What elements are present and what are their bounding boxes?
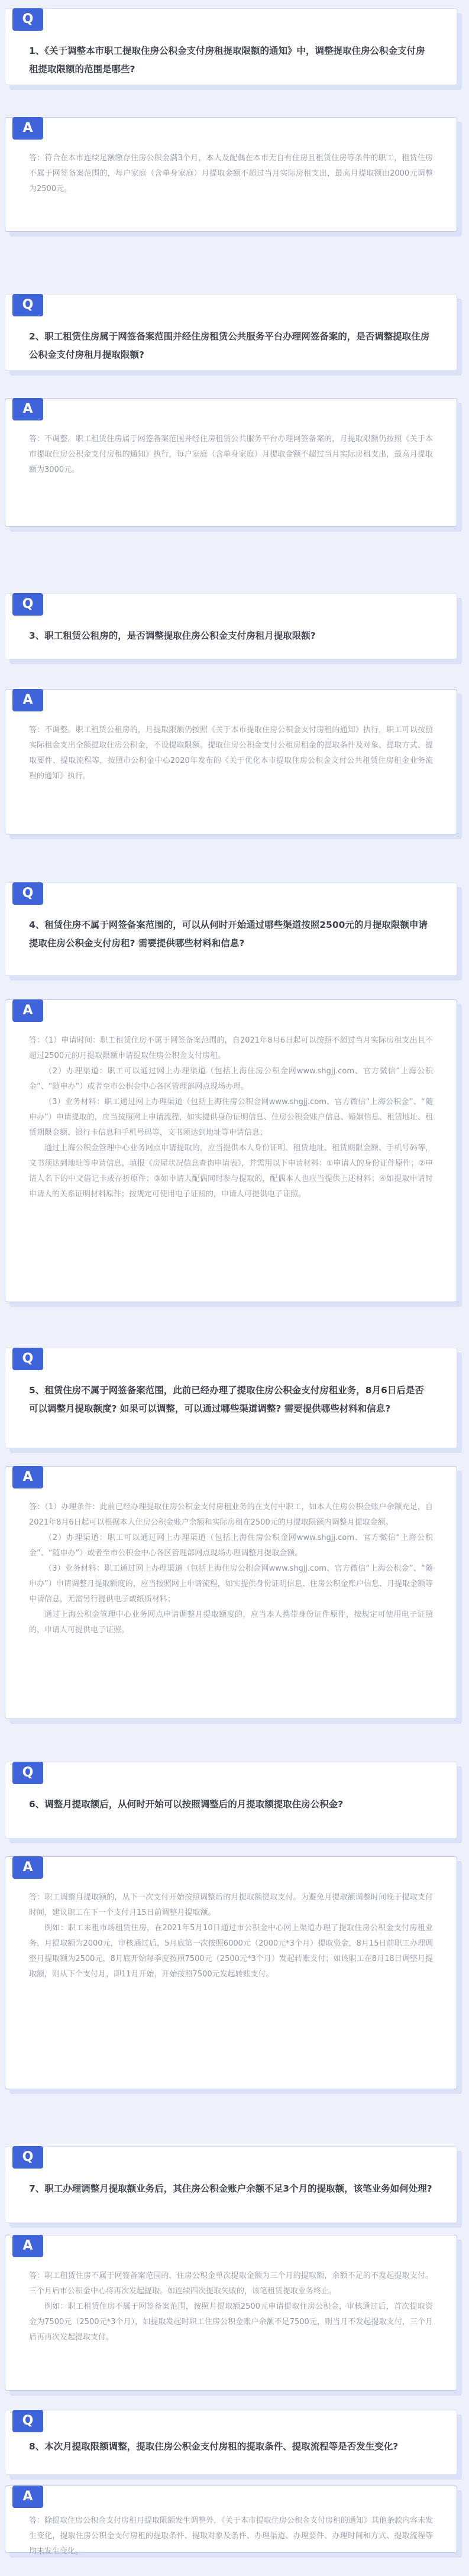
answer-tag: A [12,2235,43,2257]
answer-paragraph: 答：不调整。职工租赁住房属于网签备案范围并经住房租赁公共服务平台办理网签备案的，月提取限额仍按照《关于本市提取住房公积金支付房租的通知》执行，每户家庭（含单身家庭）月提取金额不超过当月实际房租支出，最高月提取额为3000元。 [29,435,433,474]
question-text: 4、租赁住房不属于网签备案范围的，可以从何时开始通过哪些渠道按照2500元的月提取限额申请提取住房公积金支付房租? 需要提供哪些材料和信息? [29,920,428,949]
faq-item-6 [5,1762,464,2089]
answer-paragraph: 答：（1）申请时间：职工租赁住房不属于网签备案范围的，自2021年8月6日起可以按照不超过当月实际房租支出且不超过2500元的月提取限额申请提取住房公积金支付房租。 [29,1036,433,1060]
answer-text [5,1467,457,1655]
answer-text [5,399,457,494]
question-box [5,2146,457,2223]
answer-text [5,1000,457,1219]
question-tag: Q [12,2146,43,2169]
answer-box [5,999,457,1302]
question-text: 6、调整月提取额后，从何时开始可以按照调整后的月提取额提取住房公积金? [29,1799,344,1810]
answer-text [5,690,457,801]
question-box [5,294,457,371]
question-tag: Q [12,593,43,616]
question-tag: Q [12,1762,43,1784]
question-tag: Q [12,8,43,31]
question-box [5,2410,457,2475]
faq-item-7 [5,2146,464,2391]
answer-text [5,118,457,213]
answer-paragraph: 例如：职工租赁住房不属于网签备案范围，按照月提取额2500元申请提取住房公积金，审核通过后，首次提取资金为7500元（2500元*3个月），如提取发起时职工住房公积金账户余额不足7500元，则当月不发起提取支付，三个月后再再次发起提取支付。 [29,2302,433,2342]
answer-box [5,1466,457,1719]
answer-tag: A [12,1856,43,1879]
question-tag: Q [12,2410,43,2432]
answer-paragraph: （3）业务材料：职工通过网上办理渠道（包括上海住房公积金网www.shgjj.com、官方微信“上海公积金”、“随申办”）申请调整月提取额度的，应当按照网上申请流程，如实提供身份证明信息、住房公积金账户信息、月提取金额等申请信息，无需另行提供电子或纸质材料； [29,1564,433,1604]
answer-text [5,2235,457,2362]
answer-paragraph: （2）办理渠道：职工可以通过网上办理渠道（包括上海住房公积金网www.shgjj.com、官方微信“上海公积金”、“随申办”）或者至市公积金中心各区管理部网点现场办理调整月提取金额。 [29,1533,433,1558]
answer-box [5,398,457,527]
faq-item-4 [5,882,464,1302]
faq-item-2 [5,294,464,527]
answer-box [5,2235,457,2391]
question-text: 2、职工租赁住房属于网签备案范围并经住房租赁公共服务平台办理网签备案的，是否调整提取住房公积金支付房租月提取限额? [29,331,430,360]
answer-paragraph: 答：除提取住房公积金支付房租月提取限额发生调整外，《关于本市提取住房公积金支付房租的通知》其他条款内容未发生变化，提取住房公积金支付房租的提取条件、提取对象及条件、办理渠道、办理要件、办理时间和方式、提取流程等均未发生变化。 [29,2516,433,2556]
answer-text [5,2486,457,2576]
question-box [5,882,457,976]
answer-text [5,1857,457,1999]
answer-tag: A [12,689,43,711]
question-text: 1、《关于调整本市职工提取住房公积金支付房租提取限额的通知》中，调整提取住房公积金支付房租提取限额的范围是哪些? [29,46,425,75]
question-text: 7、职工办理调整月提取额业务后，其住房公积金账户余额不足3个月的提取额，该笔业务如何处理? [29,2183,432,2194]
answer-paragraph: 答：职工调整月提取额的，从下一次支付开始按照调整后的月提取额提取支付。为避免月提取额调整时间晚于提取支付时间，建议职工在下一个支付月15日前调整月提取额。 [29,1893,433,1917]
question-tag: Q [12,294,43,316]
faq-item-8 [5,2410,464,2556]
question-box [5,8,457,85]
faq-item-1 [5,8,464,232]
question-text: 5、租赁住房不属于网签备案范围，此前已经办理了提取住房公积金支付房租业务，8月6日后是否可以调整月提取额度? 如果可以调整，可以通过哪些渠道调整? 需要提供哪些材料和信息? [29,1385,424,1414]
answer-paragraph: 例如：职工来租市场租赁住房，在2021年5月10日通过市公积金中心网上渠道办理了提取住房公积金支付房租业务，月提取额为2000元，审核通过后，5月底第一次按照6000元（2000元*3个月）提取资金，8月15日前职工办理调整月提取额为2500元，8月底开始每季度按照7500元（2500元*3个月）发起转账支付；如该职工在8月18日调整月提取额，则从下个支付月，即11月开始，开始按照7500元发起转账支付。 [29,1924,433,1979]
answer-paragraph: 通过上海公积金管理中心业务网点申请调整月提取额度的，应当本人携带身份证件原件，按规定可使用电子证照的，申请人可提供电子证照。 [29,1610,433,1635]
answer-paragraph: （3）业务材料：职工通过网上办理渠道（包括上海住房公积金网www.shgjj.com、官方微信“上海公积金”、“随申办”）申请提取的，应当按照网上申请流程，如实提供身份证明信息、住房公积金账户信息、婚姻信息、租赁地址、租赁期限金额、银行卡信息和手机号码等，文书须达到地址等申请信息； [29,1098,433,1137]
faq-item-3 [5,593,464,834]
answer-paragraph: 答：（1）办理条件：此前已经办理提取住房公积金支付房租业务的在支付中职工，如本人住房公积金账户余额充足，自2021年8月6日起可以根据本人住房公积金账户余额和实际房租在2500元的月提取限额内调整月提取金额。 [29,1503,433,1527]
question-text: 3、职工租赁公租房的，是否调整提取住房公积金支付房租月提取限额? [29,630,316,641]
answer-paragraph: 答：不调整。职工租赁公租房的，月提取限额仍按照《关于本市提取住房公积金支付房租的通知》执行，职工可以按照实际租金支出全额提取住房公积金，不设提取限额。提取住房公积金支付公租房租金的提取条件及对象、提取方式、提取要件、提取流程等，按照市公积金中心2020年发布的《关于优化本市提取住房公积金支付公共租赁住房租金业务流程的通知》执行。 [29,726,433,781]
question-box [5,1762,457,1839]
question-tag: Q [12,1348,43,1370]
question-tag: Q [12,882,43,905]
answer-box [5,2486,457,2556]
answer-tag: A [12,117,43,140]
answer-tag: A [12,999,43,1022]
question-box [5,593,457,659]
answer-paragraph: 答：符合在本市连续足额缴存住房公积金满3个月，本人及配偶在本市无自有住房且租赁住房等条件的职工，租赁住房不属于网签备案范围的，每户家庭（含单身家庭）月提取金额不超过当月实际房租支出，最高月提取额由2000元调整为2500元。 [29,154,433,193]
faq-item-5 [5,1348,464,1719]
answer-box [5,1856,457,2089]
answer-box [5,117,457,232]
question-box [5,1348,457,1448]
answer-paragraph: （2）办理渠道：职工可以通过网上办理渠道（包括上海住房公积金网www.shgjj.com、官方微信“上海公积金”、“随申办”）或者至市公积金中心各区管理部网点现场办理。 [29,1067,433,1091]
question-text: 8、本次月提取限额调整，提取住房公积金支付房租的提取条件、提取流程等是否发生变化? [29,2441,399,2452]
answer-paragraph: 答：职工租赁住房不属于网签备案范围的，住房公积金单次提取金额为三个月的提取额，余额不足的不发起提取支付。三个月后市公积金中心将再次发起提取。如连续四次提取失败的，该笔租赁提取业务终止。 [29,2271,433,2296]
answer-box [5,689,457,834]
answer-tag: A [12,398,43,420]
answer-paragraph: 通过上海公积金管理中心业务网点申请提取的，应当提供本人身份证明、租赁地址、租赁期限金额、手机号码等，文书须达到地址等申请信息，填报《房屋状况信息查询申请表》，并需用以下申请材料：①申请人的身份证件原件；②申请人名下的中文借记卡或存折原件；③如申请人配偶同时参与提取的，配偶本人也应当提供上述材料；④如提取申请时申请人的关系证明材料原件；按规定可使用电子证照的，申请人可提供电子证照。 [29,1144,433,1199]
answer-tag: A [12,1466,43,1488]
answer-tag: A [12,2486,43,2508]
